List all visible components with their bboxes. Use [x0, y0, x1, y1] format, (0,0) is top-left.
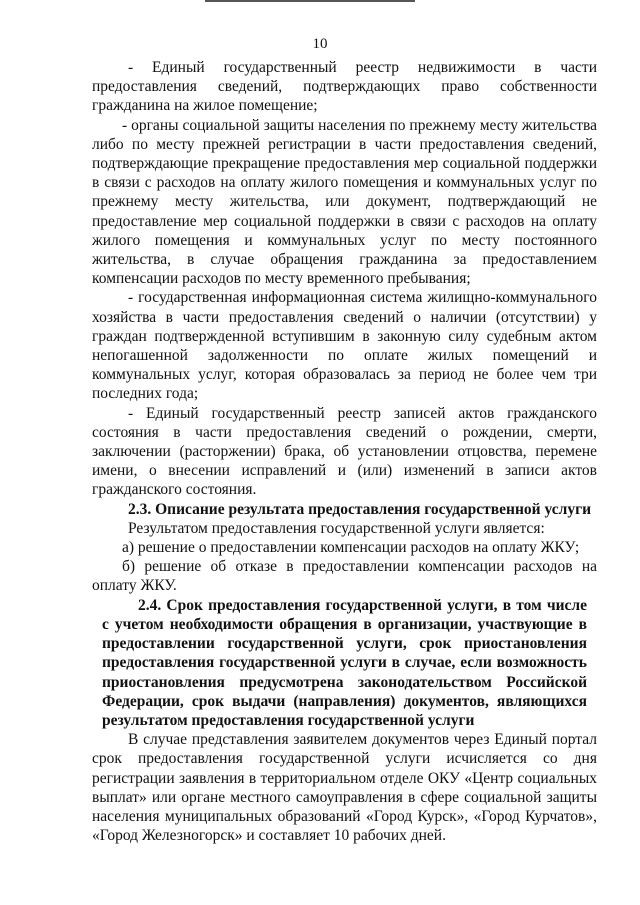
paragraph-social-protection: - органы социальной защиты населения по прежнему месту жительства либо по месту прежней регистрации в части предоставления сведений, подтверждающие прекращение предоставления мер социальной поддержки в связи с расходов на оплату жилого помещения и коммунальных услуг по прежнему месту жительства, или документ, подтверждающий не предоставление мер социальной поддержки в связи с расходов на оплату жилого помещения и коммунальных услуг по месту постоянного жительства, в случае обращения гражданина за предоставлением компенсации расходов по месту временного пребывания; — [92, 116, 597, 288]
top-edge-rule — [205, 0, 415, 2]
document-body — [92, 58, 597, 845]
paragraph-gis-zhkh: - государственная информационная система жилищно-коммунального хозяйства в части предоставления сведений о наличии (отсутствии) у граждан подтвержденной вступившим в законную силу судебным актом непогашенной задолженности по оплате жилых помещений и коммунальных услуг, которая образовалась за период не более чем три последних года; — [92, 289, 597, 403]
section-2-3-intro: Результатом предоставления государственной услуги является: — [128, 519, 545, 537]
section-2-3-item-b: б) решение об отказе в предоставлении компенсации расходов на оплату ЖКУ. — [92, 558, 597, 595]
section-2-4-heading: 2.4. Срок предоставления государственной услуги, в том числе с учетом необходимости обращения в организации, участвующие в предоставлении государственной услуги, срок приостановления предоставления государственной услуги в случае, если возможность приостановления предусмотрена законодательством Российской Федерации, срок выдачи (направления) документов, являющихся результатом предоставления государственной услуги — [102, 596, 587, 729]
section-2-3-item-a: а) решение о предоставлении компенсации расходов на оплату ЖКУ; — [122, 539, 580, 557]
section-2-4-body: В случае представления заявителем документов через Единый портал срок предоставления государственной услуги исчисляется со дня регистрации заявления в территориальном отделе ОКУ «Центр социальных выплат» или органе местного самоуправления в сфере социальной защиты населения муниципальных образований «Город Курск», «Город Курчатов», «Город Железногорск» и составляет 10 рабочих дней. — [92, 731, 597, 845]
section-2-3-heading: 2.3. Описание результата предоставления государственной услуги — [128, 500, 592, 518]
paragraph-egrn: - Единый государственный реестр недвижимости в части предоставления сведений, подтверждающих право собственности гражданина на жилое помещение; — [92, 59, 597, 115]
paragraph-civil-registry: - Единый государственный реестр записей актов гражданского состояния в части предоставления сведений о рождении, смерти, заключении (расторжении) брака, об установлении отцовства, перемене имени, о внесении исправлений и (или) изменений в записи актов гражданского состояния. — [92, 404, 597, 499]
page-number: 10 — [312, 36, 328, 52]
